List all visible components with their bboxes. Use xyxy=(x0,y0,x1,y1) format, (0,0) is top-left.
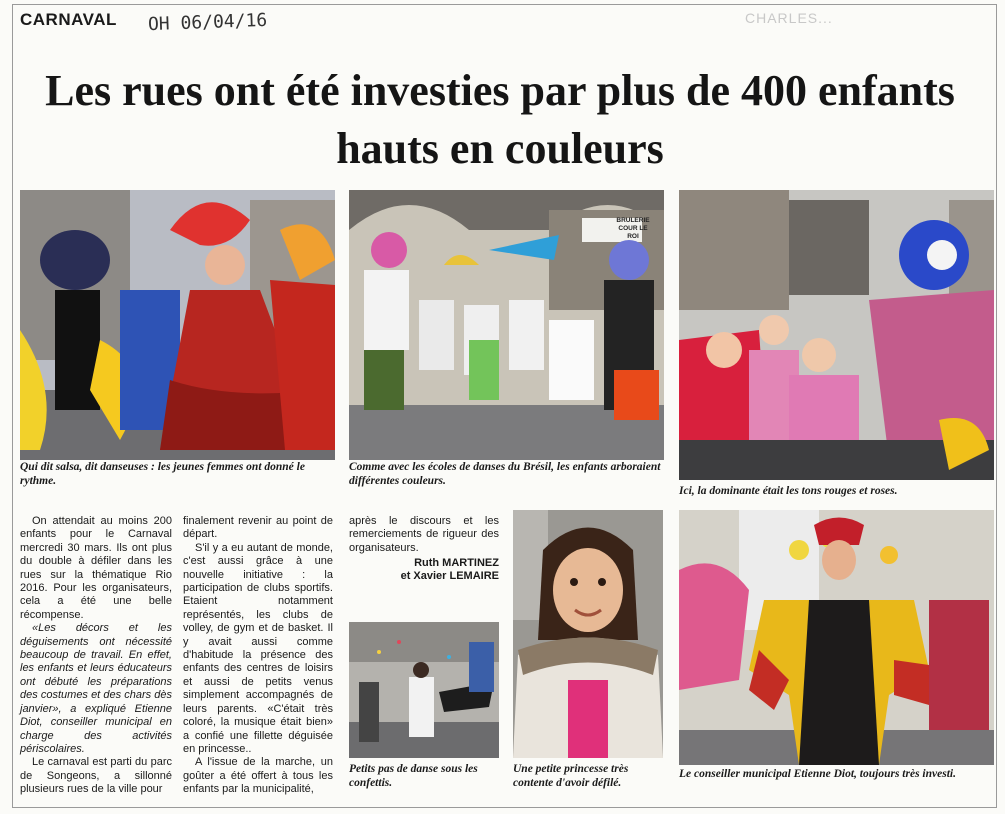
section-label: CARNAVAL xyxy=(20,10,117,29)
faded-header: CHARLES... xyxy=(745,10,833,26)
author-name: et Xavier LEMAIRE xyxy=(400,570,499,582)
article-paragraph: Le carnaval est parti du parc de Songeons, a sillonné plusieurs rues de la ville pour xyxy=(20,756,172,796)
photo-little-princess xyxy=(513,510,663,758)
author-name: Ruth MARTINEZ xyxy=(414,557,499,569)
article-column-3 xyxy=(349,515,499,555)
photo-pink-red-costumes xyxy=(679,190,994,480)
headline: Les rues ont été investies par plus de 400 enfants hauts en couleurs xyxy=(45,66,955,173)
article-paragraph: On attendait au moins 200 enfants pour le Carnaval mercredi 30 mars. Ils ont plus du double à défiler dans les rues sur la thématique Rio 2016. Pour les organisateurs, cela a été une belle récompense. xyxy=(20,515,172,621)
caption-pink-red-costumes: Ici, la dominante était les tons rouges et roses. xyxy=(679,485,898,497)
caption-little-princess: Une petite princesse très contente d'avoir défilé. xyxy=(513,763,629,789)
photo-etienne-diot xyxy=(679,510,994,765)
article-paragraph: finalement revenir au point de départ. xyxy=(183,515,333,541)
shop-sign: BRULERIE COUR LE ROI xyxy=(616,217,650,240)
article-quote: «Les décors et les déguisements ont nécessité beaucoup de travail. En effet, les enfants et leurs éducateurs ont débuté les préparations des costumes et des chars dès janvier», a expliqué Etienne Diot, conseiller municipal en charge des activités périscolaires. xyxy=(20,622,172,755)
caption-children-parade: Comme avec les écoles de danses du Brésil, les enfants arboraient différentes couleurs. xyxy=(349,461,661,487)
byline xyxy=(349,557,499,583)
photo-dance-confetti xyxy=(349,622,499,758)
caption-salsa-dancers: Qui dit salsa, dit danseuses : les jeunes femmes ont donné le rythme. xyxy=(20,461,305,487)
caption-dance-confetti: Petits pas de danse sous les confettis. xyxy=(349,763,478,789)
photo-salsa-dancers xyxy=(20,190,335,460)
article-paragraph: A l'issue de la marche, un goûter a été offert à tous les enfants par la municipalité, xyxy=(183,756,333,796)
article-column-2 xyxy=(183,515,333,797)
article-paragraph: S'il y a eu autant de monde, c'est aussi grâce à une nouvelle initiative : la participation de clubs sportifs. Etaient notamment représentés, les clubs de volley, de gym et de basket. Il y avait aussi comme d'habitude la présence des enfants des centres de loisirs et aussi de petits venus simplement accompagnés de leurs parents. «C'était très coloré, la musique était bien» a confié une fillette déguisée en princesse.. xyxy=(183,541,333,755)
handwritten-date: OH 06/04/16 xyxy=(147,9,268,36)
caption-etienne-diot: Le conseiller municipal Etienne Diot, toujours très investi. xyxy=(679,768,956,780)
article-column-1 xyxy=(20,515,172,797)
article-paragraph: après le discours et les remerciements de rigueur des organisateurs. xyxy=(349,515,499,554)
